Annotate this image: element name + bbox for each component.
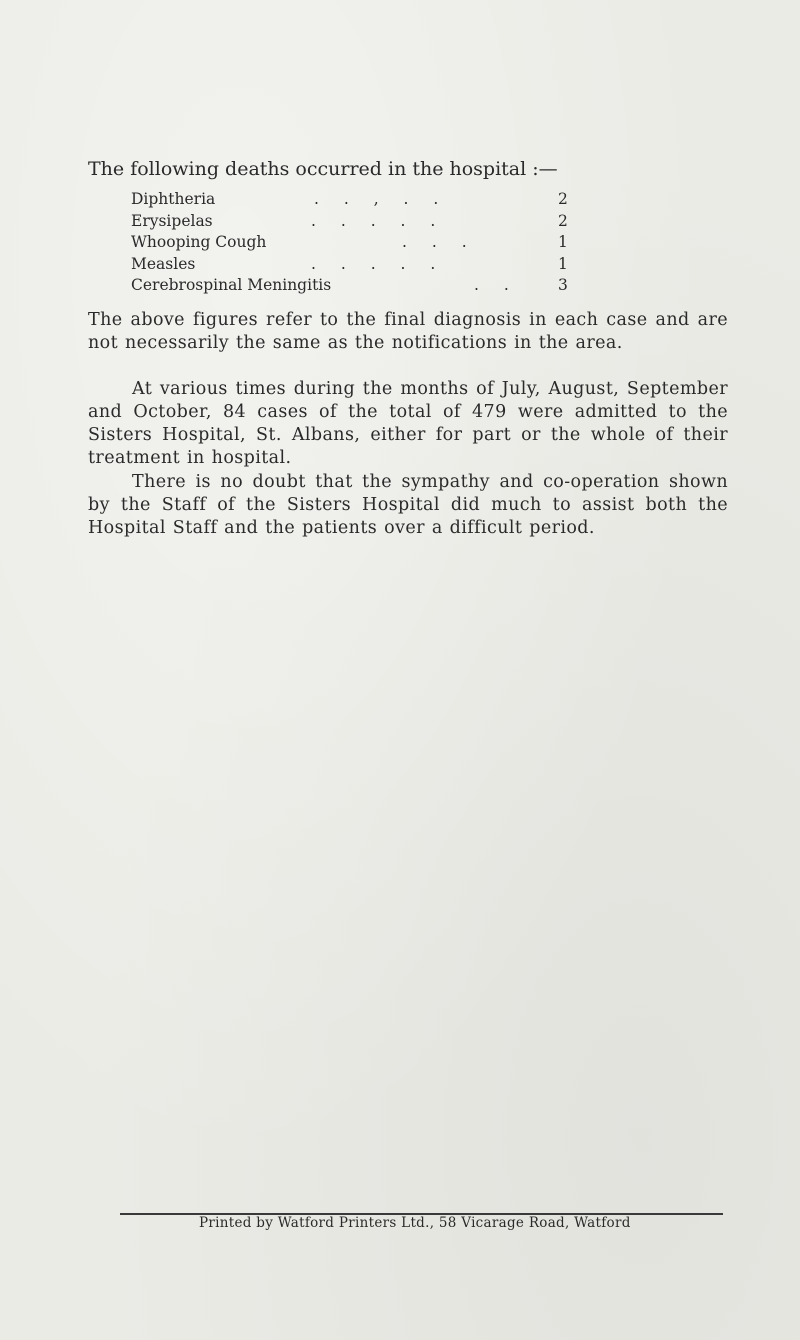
death-count: 1 (558, 233, 568, 251)
death-name: Erysipelas (131, 211, 213, 230)
death-name: Cerebrospinal Meningitis (131, 276, 332, 294)
diagnosis-note-paragraph: The above figures refer to the final diagnosis in each case and are not necessarily the same as the notifications in the area. (88, 310, 728, 353)
printer-imprint: Printed by Watford Printers Ltd., 58 Vicarage Road, Watford (199, 1215, 631, 1231)
death-name: Whooping Cough (131, 233, 267, 251)
death-name: Diphtheria (131, 190, 216, 208)
death-row (131, 275, 571, 297)
leader-dots: . . , . . (314, 190, 449, 208)
leader-dots: . . . . . (311, 254, 446, 273)
death-count: 3 (558, 276, 568, 294)
admissions-paragraph: At various times during the months of July, August, September and October, 84 cases of the total of 479 were admitted to the Sisters Hospital, St. Albans, either for part or the whole of their treatment in hospital. (88, 379, 728, 468)
death-count: 2 (558, 211, 568, 230)
leader-dots: . . (474, 276, 519, 294)
leader-dots: . . . (402, 233, 477, 251)
death-row (131, 211, 571, 233)
death-row (131, 189, 571, 211)
death-count: 2 (558, 190, 568, 208)
death-row (131, 254, 571, 276)
death-row (131, 232, 571, 254)
death-name: Measles (131, 254, 196, 273)
leader-dots: . . . . . (311, 211, 446, 230)
deaths-intro: The following deaths occurred in the hospital :— (88, 158, 558, 180)
death-count: 1 (558, 254, 568, 273)
thanks-paragraph: There is no doubt that the sympathy and co-operation shown by the Staff of the Sisters Hospital did much to assist both the Hospital Staff and the patients over a difficult period. (88, 472, 728, 538)
